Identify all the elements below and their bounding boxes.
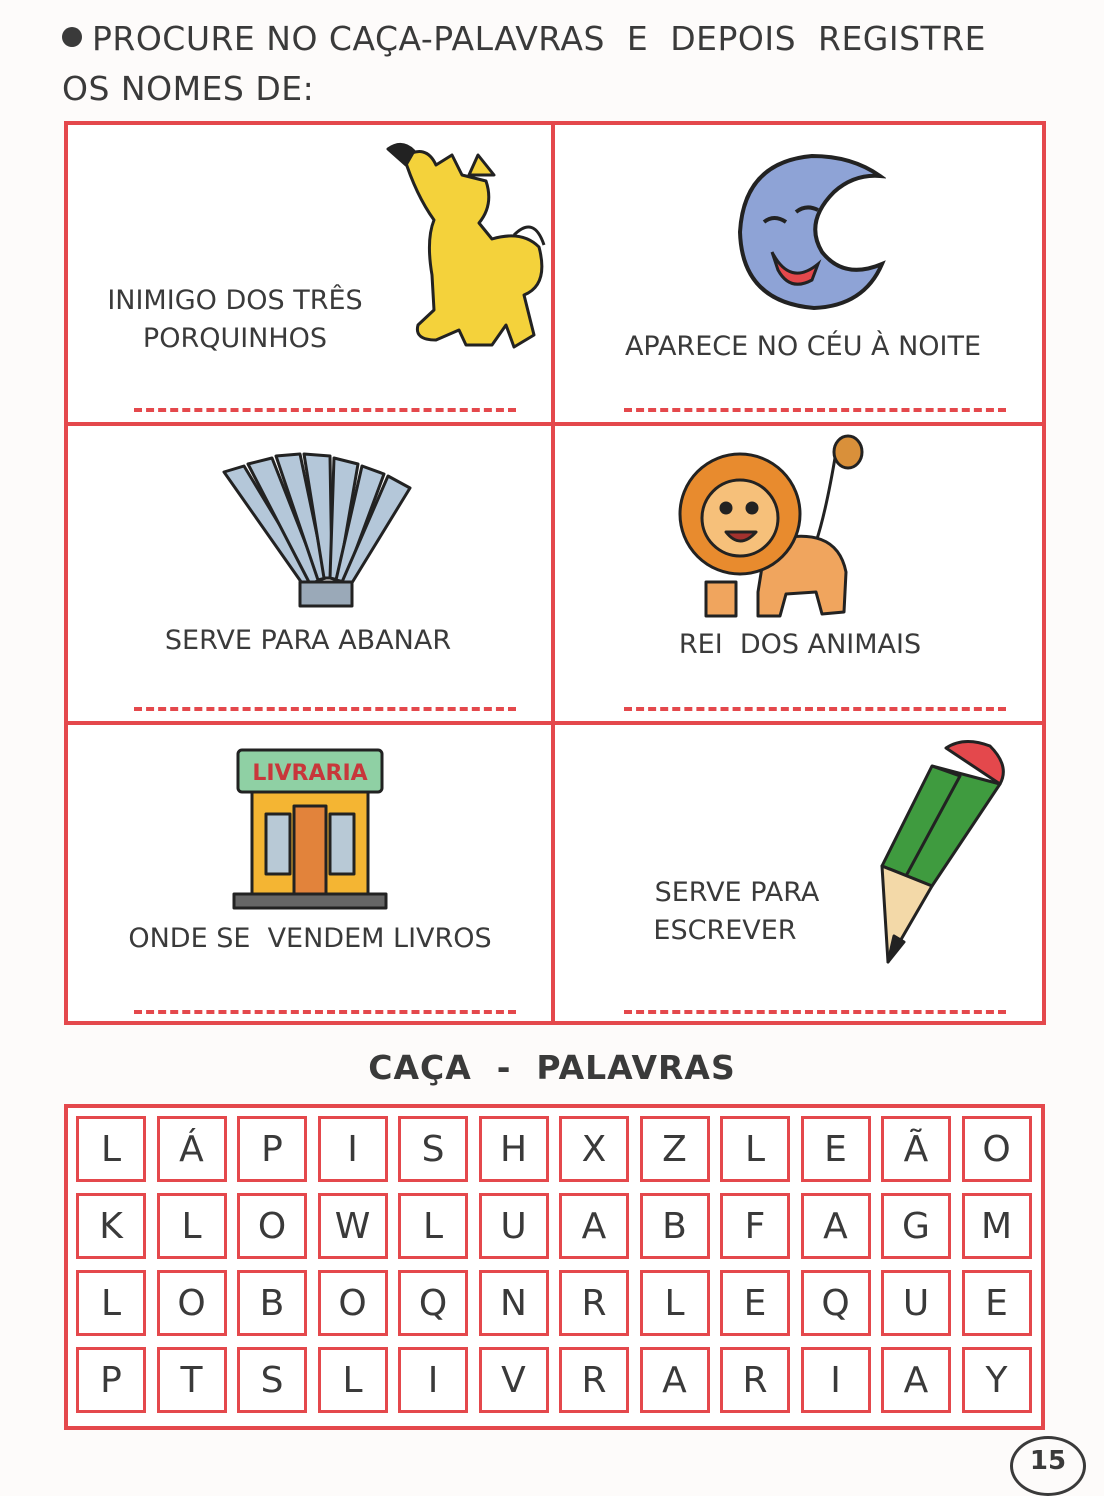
wordsearch-cell[interactable]: E	[962, 1270, 1032, 1336]
wordsearch-cell[interactable]: O	[237, 1193, 307, 1259]
bookstore-icon	[230, 744, 390, 914]
instruction	[62, 14, 1062, 114]
fan-icon	[214, 446, 434, 616]
instruction-line-1: PROCURE NO CAÇA-PALAVRAS E DEPOIS REGISTRE	[92, 19, 986, 58]
clue-line: REI DOS ANIMAIS	[678, 629, 922, 660]
clue-grid-divider	[64, 721, 1046, 725]
wordsearch-cell[interactable]: L	[720, 1116, 790, 1182]
answer-line[interactable]	[624, 408, 1006, 412]
wordsearch-cell[interactable]: R	[559, 1347, 629, 1413]
clue-text	[100, 920, 520, 958]
wordsearch-cell[interactable]: P	[237, 1116, 307, 1182]
wordsearch-cell[interactable]: Z	[640, 1116, 710, 1182]
wordsearch-cell[interactable]: Q	[398, 1270, 468, 1336]
wordsearch-cell[interactable]: Ã	[881, 1116, 951, 1182]
wordsearch-cell[interactable]: X	[559, 1116, 629, 1182]
wordsearch-cell[interactable]: T	[157, 1347, 227, 1413]
wordsearch-cell[interactable]: O	[962, 1116, 1032, 1182]
wordsearch-cell[interactable]: I	[801, 1347, 871, 1413]
pencil-icon	[872, 736, 1012, 968]
wordsearch-cell[interactable]: W	[318, 1193, 388, 1259]
clue-line: ONDE SE VENDEM LIVROS	[128, 923, 492, 954]
wordsearch-cell[interactable]: R	[720, 1347, 790, 1413]
wordsearch-title: CAÇA - PALAVRAS	[368, 1048, 736, 1087]
wolf-icon	[374, 135, 554, 360]
wordsearch-cell[interactable]: F	[720, 1193, 790, 1259]
wordsearch-cell[interactable]: M	[962, 1193, 1032, 1259]
wordsearch-cell[interactable]: L	[640, 1270, 710, 1336]
wordsearch-cell[interactable]: Q	[801, 1270, 871, 1336]
wordsearch-cell[interactable]: H	[479, 1116, 549, 1182]
clue-line: ESCREVER	[653, 915, 797, 946]
wordsearch-cell[interactable]: I	[318, 1116, 388, 1182]
wordsearch-cell[interactable]: A	[640, 1347, 710, 1413]
wordsearch-cell[interactable]: N	[479, 1270, 549, 1336]
wordsearch-cell[interactable]: B	[640, 1193, 710, 1259]
wordsearch-cell[interactable]: V	[479, 1347, 549, 1413]
wordsearch-cell[interactable]: I	[398, 1347, 468, 1413]
clue-line: PORQUINHOS	[142, 323, 328, 354]
clue-text	[620, 874, 854, 950]
wordsearch-cell[interactable]: U	[881, 1270, 951, 1336]
wordsearch-cell[interactable]: L	[76, 1116, 146, 1182]
clue-text	[610, 626, 990, 664]
wordsearch-cell[interactable]: L	[76, 1270, 146, 1336]
wordsearch-cell[interactable]: E	[801, 1116, 871, 1182]
wordsearch-cell[interactable]: L	[318, 1347, 388, 1413]
wordsearch-grid	[64, 1104, 1045, 1430]
page-number: 15	[1010, 1436, 1086, 1496]
clue-line: INIMIGO DOS TRÊS	[107, 285, 363, 316]
wordsearch-cell[interactable]: U	[479, 1193, 549, 1259]
wordsearch-cell[interactable]: Á	[157, 1116, 227, 1182]
wordsearch-cell[interactable]: L	[157, 1193, 227, 1259]
bookstore-sign: LIVRARIA	[252, 761, 368, 786]
wordsearch-cell[interactable]: B	[237, 1270, 307, 1336]
clue-grid-divider	[64, 422, 1046, 426]
wordsearch-cell[interactable]: G	[881, 1193, 951, 1259]
clue-text	[80, 282, 390, 358]
lion-icon	[676, 432, 872, 624]
clue-text	[580, 328, 1026, 366]
wordsearch-cell[interactable]: L	[398, 1193, 468, 1259]
wordsearch-cell[interactable]: E	[720, 1270, 790, 1336]
answer-line[interactable]	[134, 707, 516, 711]
instruction-line-2: OS NOMES DE:	[62, 69, 315, 108]
clue-line: APARECE NO CÉU À NOITE	[624, 331, 982, 362]
wordsearch-cell[interactable]: S	[398, 1116, 468, 1182]
wordsearch-cell[interactable]: A	[801, 1193, 871, 1259]
answer-line[interactable]	[624, 1010, 1006, 1014]
clue-line: SERVE PARA	[654, 877, 820, 908]
wordsearch-cell[interactable]: A	[559, 1193, 629, 1259]
clue-text	[120, 622, 496, 660]
wordsearch-cell[interactable]: O	[318, 1270, 388, 1336]
moon-icon	[734, 152, 886, 312]
wordsearch-cell[interactable]: A	[881, 1347, 951, 1413]
wordsearch-cell[interactable]: K	[76, 1193, 146, 1259]
clue-line: SERVE PARA ABANAR	[164, 625, 452, 656]
wordsearch-cell[interactable]: S	[237, 1347, 307, 1413]
wordsearch-cell[interactable]: P	[76, 1347, 146, 1413]
answer-line[interactable]	[134, 1010, 516, 1014]
answer-line[interactable]	[134, 408, 516, 412]
wordsearch-cell[interactable]: Y	[962, 1347, 1032, 1413]
wordsearch-cell[interactable]: O	[157, 1270, 227, 1336]
wordsearch-cell[interactable]: R	[559, 1270, 629, 1336]
bullet-icon	[62, 27, 82, 47]
answer-line[interactable]	[624, 707, 1006, 711]
